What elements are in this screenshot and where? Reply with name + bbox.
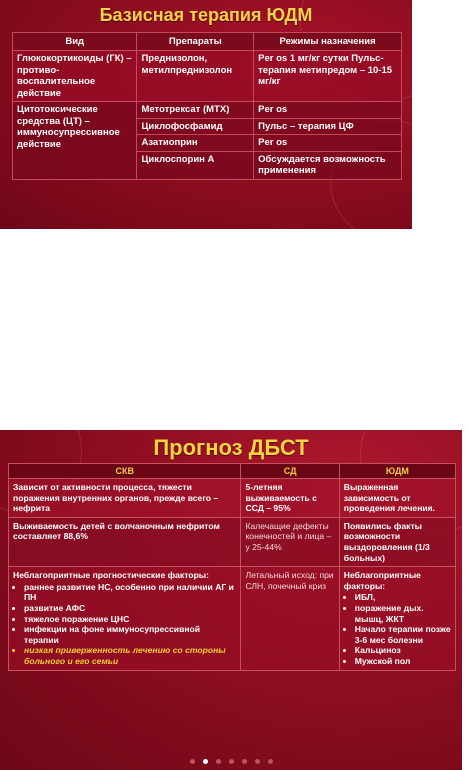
list-item: • Кальциноз	[355, 645, 451, 656]
sd-cell: Летальный исход: при СЛН, почечный криз	[241, 567, 339, 670]
header-drugs: Препараты	[137, 33, 254, 51]
drug-cell: Циклофосфамид	[137, 118, 254, 135]
skv-cell: Зависит от активности процесса, тяжести поражения внутренних органов, прежде всего – нефрита	[9, 479, 241, 518]
slide-basic-therapy	[0, 0, 412, 229]
skv-cell	[9, 567, 241, 670]
sd-cell: Калечащие дефекты конечностей и лица – у 25-44%	[241, 517, 339, 566]
table-row	[13, 102, 402, 119]
sd-cell: 5-летняя выживаемость с ССД – 95%	[241, 479, 339, 518]
drug-cell: Циклоспорин А	[137, 151, 254, 179]
udm-factors-list	[344, 592, 451, 666]
regimen-cell: Per os 1 мг/кг сутки Пульс-терапия метипредом – 10-15 мг/кг	[254, 51, 402, 102]
table-row	[9, 567, 456, 670]
skv-factors-list	[13, 582, 236, 667]
therapy-table	[12, 32, 402, 180]
highlighted-list-item: • низкая приверженность лечению со стороны больного и его семьи	[24, 645, 236, 666]
list-item: • тяжелое поражение ЦНС	[24, 614, 236, 625]
udm-cell	[339, 567, 455, 670]
drug-cell: Преднизолон, метилпреднизолон	[137, 51, 254, 102]
udm-cell: Выраженная зависимость от проведения лечения.	[339, 479, 455, 518]
pager-dot[interactable]	[242, 759, 247, 764]
slide-title: Базисная терапия ЮДМ	[99, 5, 313, 25]
regimen-cell: Пульс – терапия ЦФ	[254, 118, 402, 135]
slide-prognosis	[0, 430, 462, 770]
skv-cell: Выживаемость детей с волчаночным нефритом составляет 88,6%	[9, 517, 241, 566]
table-row	[9, 479, 456, 518]
prognosis-table	[8, 463, 456, 671]
pager-dot[interactable]	[229, 759, 234, 764]
udm-factors-heading: Неблагоприятные факторы:	[343, 570, 421, 591]
regimen-cell: Per os	[254, 135, 402, 152]
udm-cell: Появились факты возможности выздоровления (1/3 больных)	[339, 517, 455, 566]
list-item: • инфекции на фоне иммуносупрессивной терапии	[24, 624, 236, 645]
regimen-cell: Обсуждается возможность применения	[254, 151, 402, 179]
pager-dot[interactable]	[255, 759, 260, 764]
slide-title: Прогноз ДБСТ	[153, 435, 309, 460]
drug-cell: Метотрексат (МТХ)	[137, 102, 254, 119]
header-type: Вид	[13, 33, 137, 51]
table-row	[9, 517, 456, 566]
list-item: • поражение дых. мышц, ЖКТ	[355, 603, 451, 624]
pager-dot[interactable]	[190, 759, 195, 764]
type-cell: Глюкокортикоиды (ГК) – противо-воспалительное действие	[13, 51, 137, 102]
table-row	[13, 51, 402, 102]
pager-dot-active[interactable]	[203, 759, 208, 764]
header-skv: СКВ	[9, 464, 241, 479]
header-regimen: Режимы назначения	[254, 33, 402, 51]
drug-cell: Азатиоприн	[137, 135, 254, 152]
header-udm: ЮДМ	[339, 464, 455, 479]
list-item: • раннее развитие НС, особенно при наличии АГ и ПН	[24, 582, 236, 603]
pager-dot[interactable]	[268, 759, 273, 764]
list-item: • развитие АФС	[24, 603, 236, 614]
regimen-cell: Per os	[254, 102, 402, 119]
skv-factors-heading: Неблагоприятные прогностические факторы:	[13, 570, 210, 581]
list-item: • Мужской пол	[355, 656, 451, 667]
list-item: • Начало терапии позже 3-6 мес болезни	[355, 624, 451, 645]
list-item: • ИБЛ,	[355, 592, 451, 603]
slide-pager	[0, 759, 462, 764]
header-sd: СД	[241, 464, 339, 479]
pager-dot[interactable]	[216, 759, 221, 764]
type-cell: Цитотоксические средства (ЦТ) – иммуносупрессивное действие	[13, 102, 137, 180]
